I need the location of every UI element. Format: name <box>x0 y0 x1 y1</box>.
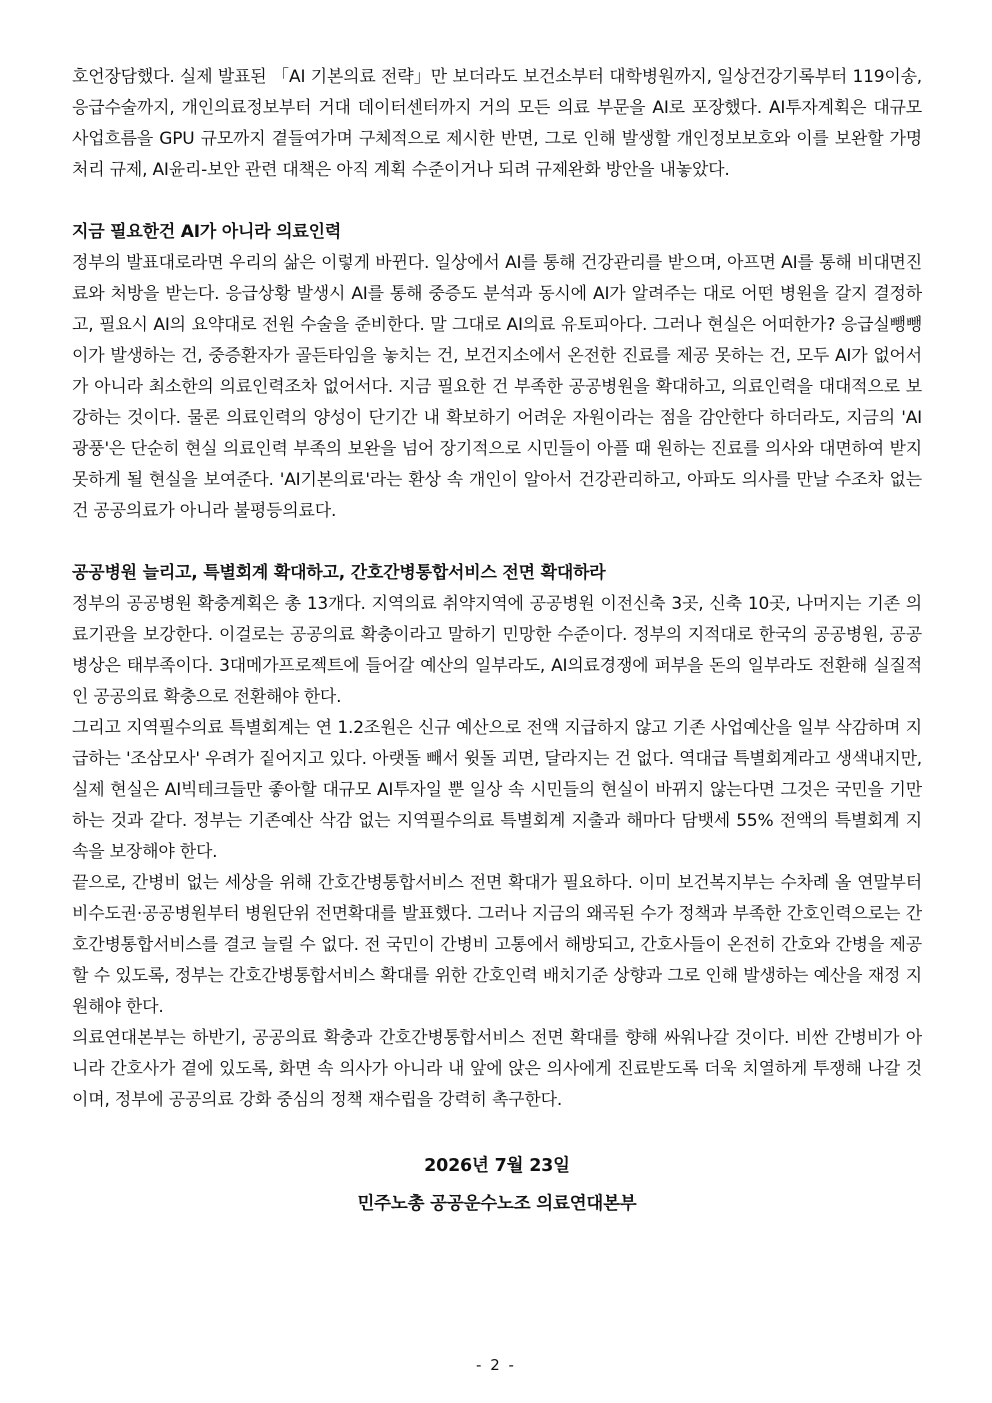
document-page <box>72 62 922 1223</box>
section-heading: 공공병원 늘리고, 특별회계 확대하고, 간호간병통합서비스 전면 확대하라 <box>72 563 606 583</box>
section-paragraph: 정부의 공공병원 확충계획은 총 13개다. 지역의료 취약지역에 공공병원 이전신축 3곳, 신축 10곳, 나머지는 기존 의료기관을 보강한다. 이걸로는 공공의료 확충이라고 말하기 민망한 수준이다. 정부의 지적대로 한국의 공공병원, 공공병상은 태부족이다. 3대메가프로젝트에 들어갈 예산의 일부라도, AI의료경쟁에 퍼부을 돈의 일부라도 전환해 실질적인 공공의료 확충으로 전환해야 한다. <box>72 594 922 707</box>
section-gap <box>72 186 922 217</box>
section-ai-vs-workforce <box>72 217 922 527</box>
section-paragraph: 의료연대본부는 하반기, 공공의료 확충과 간호간병통합서비스 전면 확대를 향해 싸워나갈 것이다. 비싼 간병비가 아니라 간호사가 곁에 있도록, 화면 속 의사가 아니라 내 앞에 앉은 의사에게 진료받도록 더욱 치열하게 투쟁해 나갈 것이며, 정부에 공공의료 강화 중심의 정책 재수립을 강력히 촉구한다. <box>72 1028 922 1110</box>
section-gap <box>72 527 922 558</box>
statement-date: 2026년 7월 23일 <box>424 1156 570 1176</box>
issuing-organization: 민주노총 공공운수노조 의료연대본부 <box>357 1194 637 1214</box>
closing-block <box>72 1147 922 1223</box>
intro-paragraph: 호언장담했다. 실제 발표된 「AI 기본의료 전략」만 보더라도 보건소부터 대학병원까지, 일상건강기록부터 119이송, 응급수술까지, 개인의료정보부터 거대 데이터센터까지 거의 모든 의료 부문을 AI로 포장했다. AI투자계획은 대규모 사업흐름을 GPU 규모까지 곁들여가며 구체적으로 제시한 반면, 그로 인해 발생할 개인정보보호와 이를 보완할 가명처리 규제, AI윤리-보안 관련 대책은 아직 계획 수준이거나 되려 규제완화 방안을 내놓았다. <box>72 67 922 180</box>
page-number: - 2 - <box>476 1356 516 1374</box>
section-paragraph: 그리고 지역필수의료 특별회계는 연 1.2조원은 신규 예산으로 전액 지급하지 않고 기존 사업예산을 일부 삭감하며 지급하는 '조삼모사' 우려가 짙어지고 있다. 아랫돌 빼서 윗돌 괴면, 달라지는 건 없다. 역대급 특별회계라고 생색내지만, 실제 현실은 AI빅테크들만 좋아할 대규모 AI투자일 뿐 일상 속 시민들의 현실이 바뀌지 않는다면 그것은 국민을 기만하는 것과 같다. 정부는 기존예산 삭감 없는 지역필수의료 특별회계 지출과 해마다 담뱃세 55% 전액의 특별회계 지속을 보장해야 한다. <box>72 718 922 862</box>
section-paragraph: 정부의 발표대로라면 우리의 삶은 이렇게 바뀐다. 일상에서 AI를 통해 건강관리를 받으며, 아프면 AI를 통해 비대면진료와 처방을 받는다. 응급상황 발생시 AI를 통해 중증도 분석과 동시에 AI가 알려주는 대로 어떤 병원을 갈지 결정하고, 필요시 AI의 요약대로 전원 수술을 준비한다. 말 그대로 AI의료 유토피아다. 그러나 현실은 어떠한가? 응급실뺑뺑이가 발생하는 건, 중증환자가 골든타임을 놓치는 건, 보건지소에서 온전한 진료를 제공 못하는 건, 모두 AI가 없어서가 아니라 최소한의 의료인력조차 없어서다. 지금 필요한 건 부족한 공공병원을 확대하고, 의료인력을 대대적으로 보강하는 것이다. 물론 의료인력의 양성이 단기간 내 확보하기 어려운 자원이라는 점을 감안한다 하더라도, 지금의 'AI광풍'은 단순히 현실 의료인력 부족의 보완을 넘어 장기적으로 시민들이 아플 때 원하는 진료를 의사와 대면하여 받지 못하게 될 현실을 보여준다. 'AI기본의료'라는 환상 속 개인이 알아서 건강관리하고, 아파도 의사를 만날 수조차 없는 건 공공의료가 아니라 불평등의료다. <box>72 253 922 521</box>
section-paragraph: 끝으로, 간병비 없는 세상을 위해 간호간병통합서비스 전면 확대가 필요하다. 이미 보건복지부는 수차례 올 연말부터 비수도권·공공병원부터 병원단위 전면확대를 발표했다. 그러나 지금의 왜곡된 수가 정책과 부족한 간호인력으로는 간호간병통합서비스를 결코 늘릴 수 없다. 전 국민이 간병비 고통에서 해방되고, 간호사들이 온전히 간호와 간병을 제공할 수 있도록, 정부는 간호간병통합서비스 확대를 위한 간호인력 배치기준 상향과 그로 인해 발생하는 예산을 재정 지원해야 한다. <box>72 873 922 1017</box>
section-heading: 지금 필요한건 AI가 아니라 의료인력 <box>72 222 342 242</box>
section-public-hospitals <box>72 558 922 1116</box>
